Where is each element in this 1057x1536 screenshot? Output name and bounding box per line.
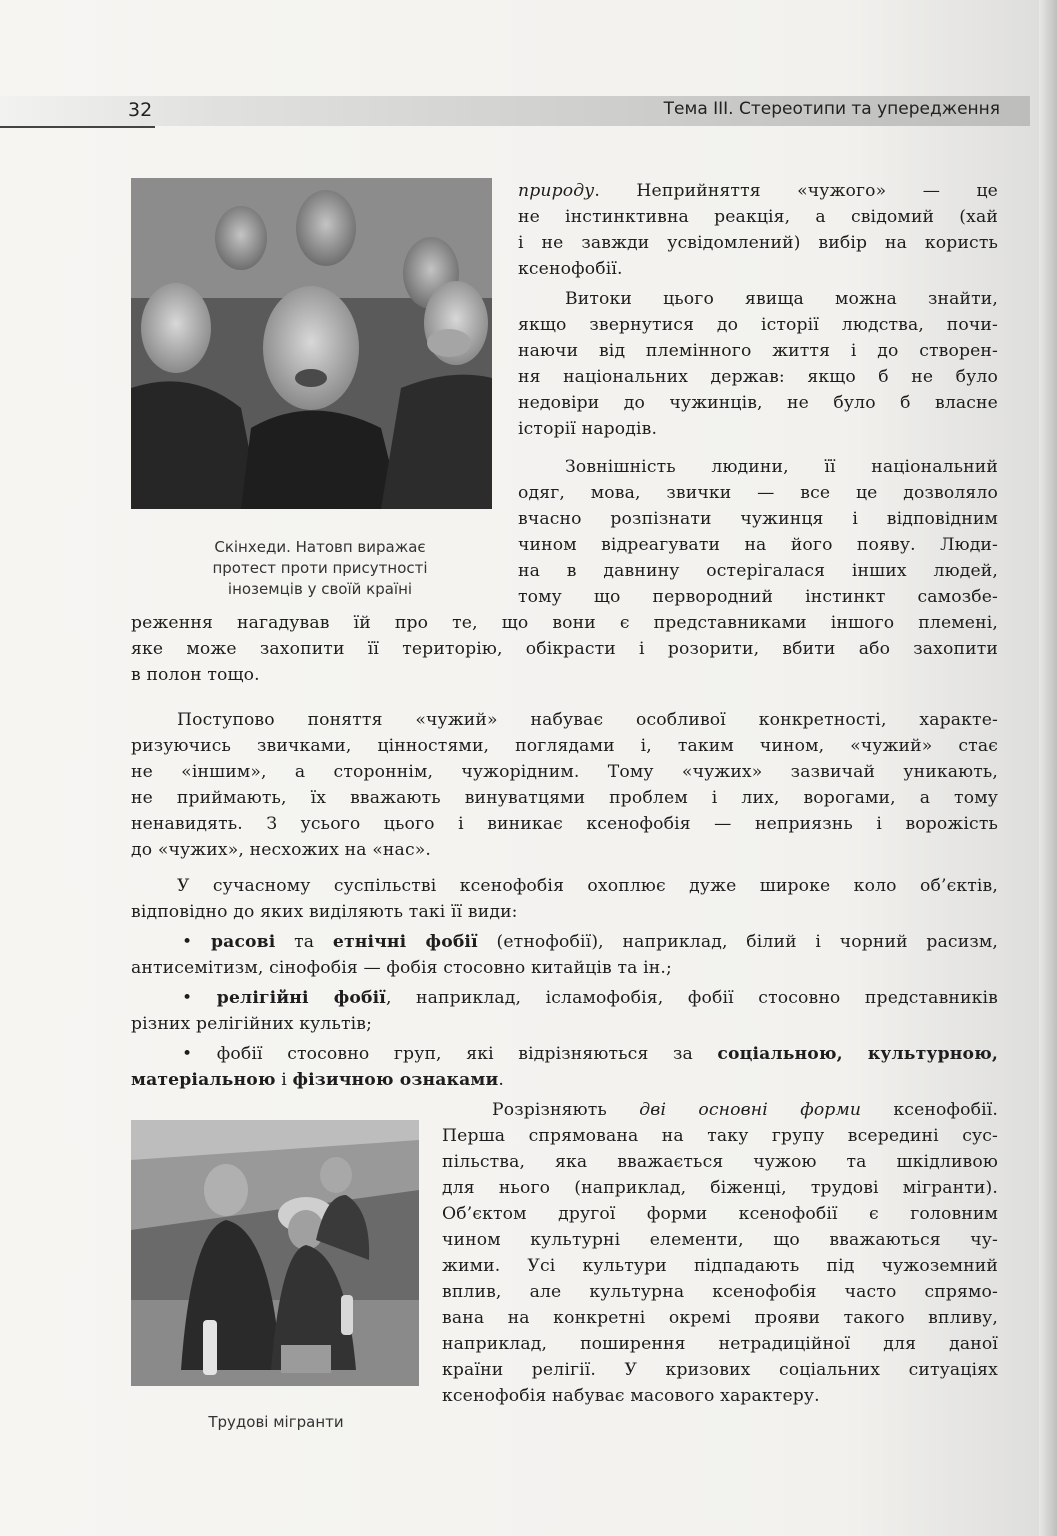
text-line (442, 1305, 998, 1331)
text-run: пільства, яка вважається чужою та шкідливою (442, 1152, 998, 1172)
text-run: Зовнішність людини, її національний (565, 457, 998, 477)
text-run: якщо звернутися до історії людства, почи- (518, 315, 998, 335)
bold-term: релігійні фобії (216, 988, 386, 1008)
text-run: і не завжди усвідомлений) вибір на користь (518, 233, 998, 253)
text-run: Перша спрямована на таку групу всередині сус- (442, 1126, 998, 1146)
text-line (565, 286, 998, 312)
text-line (177, 707, 998, 733)
text-line (518, 364, 998, 390)
text-line (442, 1175, 998, 1201)
text-run: країни релігії. У кризових соціальних ситуаціях (442, 1360, 998, 1380)
text-line (182, 929, 998, 955)
text-run: і (275, 1070, 293, 1090)
text-line (131, 899, 998, 925)
text-run: не приймають, їх вважають винуватцями проблем і лих, ворогами, а тому (131, 788, 998, 808)
text-line (442, 1383, 998, 1409)
text-run: Витоки цього явища можна знайти, (565, 289, 998, 309)
bold-term: расові (210, 932, 276, 952)
text-line (131, 955, 998, 981)
text-line (492, 1097, 998, 1123)
italic-term: дві основні форми (639, 1100, 862, 1120)
text-line (442, 1357, 998, 1383)
text-line (518, 178, 998, 204)
text-line (565, 454, 998, 480)
bold-term: етнічні фобії (332, 932, 478, 952)
caption-line: Скінхеди. Натовп виражає (214, 538, 426, 556)
text-run: для нього (наприклад, біженці, трудові мігранти). (442, 1178, 998, 1198)
page-edge (1039, 0, 1057, 1536)
text-run: ксенофобії. (861, 1100, 998, 1120)
text-line (131, 733, 998, 759)
text-run: Об’єктом другої форми ксенофобії є головним (442, 1204, 998, 1224)
text-line (518, 204, 998, 230)
text-line (131, 1011, 998, 1037)
text-run: вана на конкретні окремі прояви такого впливу, (442, 1308, 998, 1328)
text-run: Поступово поняття «чужий» набуває особливої конкретності, характе- (177, 710, 998, 730)
text-run: вплив, але культурна ксенофобія часто спрямо- (442, 1282, 998, 1302)
bold-term: матеріальною (131, 1070, 276, 1090)
text-run: антисемітизм, сінофобія — фобія стосовно китайців та ін.; (131, 958, 672, 978)
text-line (442, 1123, 998, 1149)
text-run: відповідно до яких виділяють такі її види: (131, 902, 518, 922)
caption-line: протест проти присутності (212, 559, 428, 577)
text-run: ксенофобії. (518, 259, 623, 279)
text-line (518, 312, 998, 338)
text-run: одяг, мова, звички — все це дозволяло (518, 483, 998, 503)
text-line (131, 610, 998, 636)
skinheads-photo (131, 178, 492, 509)
text-line (131, 1067, 998, 1093)
text-line (442, 1149, 998, 1175)
text-run: яке може захопити її територію, обікрасти і розорити, вбити або захопити (131, 639, 998, 659)
text-line (518, 416, 998, 442)
figure-caption-skinheads (140, 537, 500, 600)
text-line (518, 338, 998, 364)
figure-caption-migrants (131, 1412, 421, 1433)
text-line (131, 785, 998, 811)
text-line (182, 985, 998, 1011)
bold-term: фізичною ознаками (292, 1070, 499, 1090)
text-line (131, 636, 998, 662)
text-run: на в давнину остерігалася інших людей, (518, 561, 998, 581)
text-run: ризуючись звичками, цінностями, поглядами і, таким чином, «чужий» стає (131, 736, 998, 756)
text-line (518, 584, 998, 610)
text-run: • фобії стосовно груп, які відрізняються за (182, 1044, 718, 1064)
text-run: та (275, 932, 333, 952)
header-rule (0, 126, 155, 128)
text-run: наприклад, поширення нетрадиційної для даної (442, 1334, 998, 1354)
text-line (518, 506, 998, 532)
caption-line: іноземців у своїй країні (227, 580, 413, 598)
text-run: У сучасному суспільстві ксенофобія охоплює дуже широке коло об’єктів, (177, 876, 998, 896)
text-run: тому що первородний інстинкт самозбе- (518, 587, 998, 607)
text-run: вчасно розпізнати чужинця і відповідним (518, 509, 998, 529)
text-line (131, 837, 998, 863)
text-run: Розрізняють (492, 1100, 640, 1120)
text-run: чином культурні елементи, що вважаються чу- (442, 1230, 998, 1250)
page-number: 32 (128, 99, 153, 121)
text-run: ненавидять. З усього цього і виникає ксенофобія — неприязнь і ворожість (131, 814, 998, 834)
text-run: ксенофобія набуває масового характеру. (442, 1386, 820, 1406)
text-run: • (182, 988, 217, 1008)
text-run: чином відреагувати на його появу. Люди- (518, 535, 998, 555)
text-line (131, 759, 998, 785)
text-run: реження нагадував їй про те, що вони є представниками іншого племені, (131, 613, 998, 633)
text-run: недовіри до чужинців, не було б власне (518, 393, 998, 413)
running-title: Тема III. Стереотипи та упередження (663, 99, 1000, 119)
text-run: різних релігійних культів; (131, 1014, 373, 1034)
text-run: в полон тощо. (131, 665, 260, 685)
text-line (518, 256, 998, 282)
text-run: наючи від племінного життя і до створен- (518, 341, 998, 361)
text-run: ня національних держав: якщо б не було (518, 367, 998, 387)
text-line (177, 873, 998, 899)
italic-term: природу (518, 181, 595, 201)
text-line (442, 1331, 998, 1357)
text-run: . Неприйняття «чужого» — це (594, 181, 998, 201)
text-line (442, 1279, 998, 1305)
text-line (518, 230, 998, 256)
text-line (182, 1041, 998, 1067)
text-line (518, 558, 998, 584)
text-line (131, 662, 998, 688)
text-run: (етнофобії), наприклад, білий і чорний расизм, (477, 932, 998, 952)
text-run: не «іншим», а стороннім, чужорідним. Тому «чужих» зазвичай уникають, (131, 762, 998, 782)
text-line (518, 532, 998, 558)
text-run: , наприклад, ісламофобія, фобії стосовно представників (385, 988, 998, 1008)
bold-term: соціальною, культурною, (717, 1044, 998, 1064)
caption-line: Трудові мігранти (208, 1413, 344, 1431)
text-run: • (182, 932, 211, 952)
text-line (442, 1201, 998, 1227)
text-line (518, 390, 998, 416)
text-run: жими. Усі культури підпадають під чужоземний (442, 1256, 998, 1276)
text-line (442, 1227, 998, 1253)
text-run: історії народів. (518, 419, 658, 439)
text-line (442, 1253, 998, 1279)
text-run: . (498, 1070, 504, 1090)
text-run: не інстинктивна реакція, а свідомий (хай (518, 207, 998, 227)
text-line (518, 480, 998, 506)
text-run: до «чужих», несхожих на «нас». (131, 840, 431, 860)
text-line (131, 811, 998, 837)
migrant-workers-photo (131, 1120, 419, 1386)
